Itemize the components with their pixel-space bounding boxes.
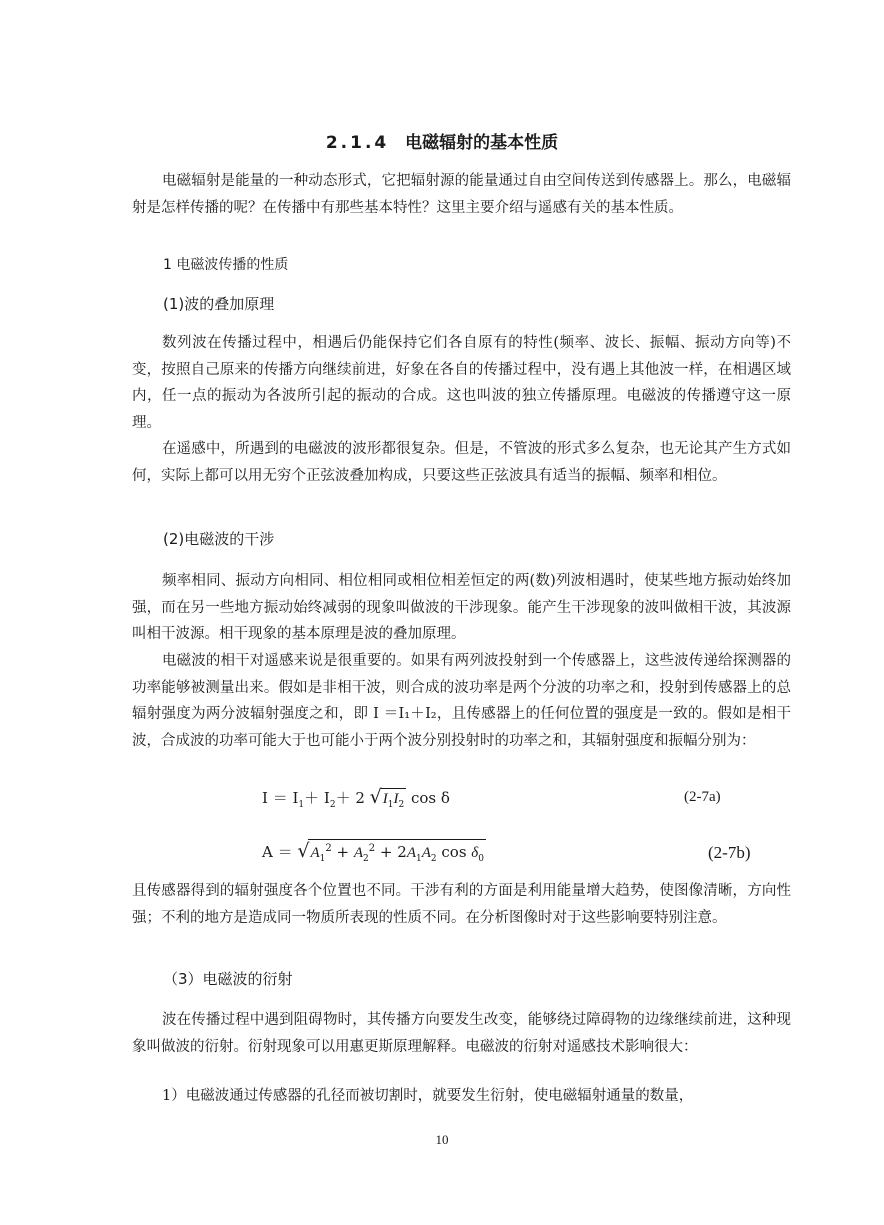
- heading-wave-propagation: 1 电磁波传播的性质: [163, 257, 289, 273]
- heading-interference: (2)电磁波的干涉: [163, 530, 275, 548]
- diffraction-paragraph-1: 波在传播过程中遇到阻碍物时，其传播方向要发生改变，能够绕过障碍物的边缘继续前进，这种现象叫做波的衍射。衍射现象可以用惠更斯原理解释。电磁波的衍射对遥感技术影响很大：: [132, 1012, 791, 1055]
- interference-paragraph-3: 且传感器得到的辐射强度各个位置也不同。干涉有利的方面是利用能量增大趋势，使图像清晰，方向性强；不利的地方是造成同一物质所表现的性质不同。在分析图像时对于这些影响要特别注意。: [132, 883, 791, 926]
- formula-2-7a: $I = I_1+ I_2+ 2$ $√I_1I_2$ cos δ: [262, 784, 450, 818]
- diffraction-paragraph-2: 1）电磁波通过传感器的孔径而被切割时，就要发生衍射，使电磁辐射通量的数量，: [162, 1088, 694, 1104]
- intro-paragraph: 电磁辐射是能量的一种动态形式，它把辐射源的能量通过自由空间传送到传感器上。那么，电磁辐射是怎样传播的呢？在传播中有那些基本特性？这里主要介绍与遥感有关的基本性质。: [132, 173, 791, 216]
- superposition-paragraph-2: 在遥感中，所遇到的电磁波的波形都很复杂。但是，不管波的形式多么复杂，也无论其产生方式如何，实际上都可以用无穷个正弦波叠加构成，只要这些正弦波具有适当的振幅、频率和相位。: [132, 441, 791, 484]
- formula-2-7b: $A = √A_1^2 + A_2^2 + 2A_1A_2$ $\cos \delta_0$: [262, 838, 486, 868]
- heading-superposition: (1)波的叠加原理: [163, 295, 275, 313]
- page-number: 10: [435, 1132, 449, 1147]
- section-number: 2.1.4: [325, 133, 390, 153]
- interference-paragraph-1: 频率相同、振动方向相同、相位相同或相位相差恒定的两(数)列波相遇时，使某些地方振动始终加强，而在另一些地方振动始终减弱的现象叫做波的干涉现象。能产生干涉现象的波叫做相干波，其波源叫相干波源。相干现象的基本原理是波的叠加原理。: [132, 573, 791, 642]
- section-title: [0, 130, 884, 156]
- superposition-paragraph-1: 数列波在传播过程中，相遇后仍能保持它们各自原有的特性(频率、波长、振幅、振动方向等)不变，按照自己原来的传播方向继续前进，好象在各自的传播过程中，没有遇上其他波一样，在相遇区域内，任一点的振动为各波所引起的振动的合成。这也叫波的独立传播原理。电磁波的传播遵守这一原理。: [132, 335, 791, 431]
- interference-paragraph-2: 电磁波的相干对遥感来说是很重要的。如果有两列波投射到一个传感器上，这些波传递给探测器的功率能够被测量出来。假如是非相干波，则合成的波功率是两个分波的功率之和，投射到传感器上的总辐射强度为两分波辐射强度之和，即 I ＝I₁＋I₂，且传感器上的任何位置的强度是一致的。假如是相干波，合成波的功率可能大于也可能小于两个波分别投射时的功率之和，其辐射强度和振幅分别为：: [132, 653, 791, 749]
- heading-diffraction: （3）电磁波的衍射: [163, 970, 293, 988]
- formula-2-7b-label: (2-7b): [708, 843, 751, 862]
- formula-2-7a-label: (2-7a): [684, 789, 721, 805]
- section-title-text: 电磁辐射的基本性质: [405, 133, 559, 153]
